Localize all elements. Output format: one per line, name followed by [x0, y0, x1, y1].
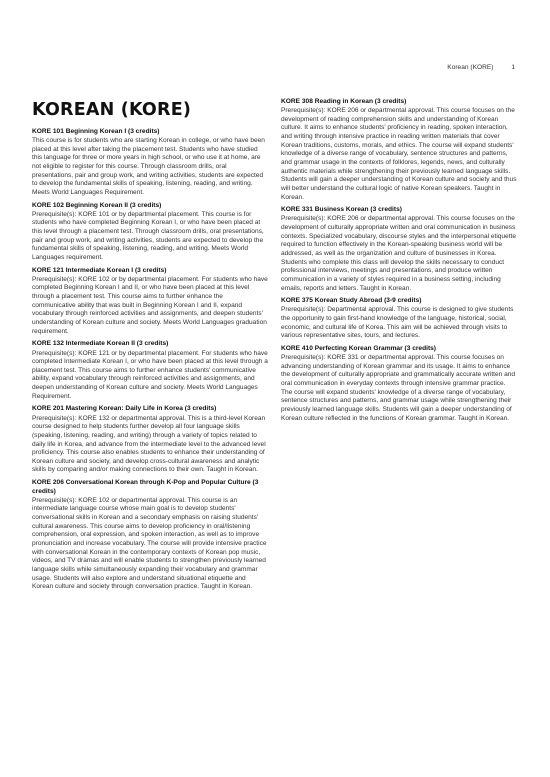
course-entry	[32, 202, 268, 263]
course-entry	[32, 267, 268, 337]
course-heading: KORE 308 Reading in Korean (3 credits)	[281, 98, 407, 105]
course-description: Prerequisite(s): KORE 132 or departmental approval. This is a third-level Korean course designed to help students further develop all four language skills (speaking, listening, reading, and writing) through a variety of topics related to daily life in Korea, and advance from the intermediate level to the advanced level proficiency. This course also enables students to enhance their understanding of Korean culture and society, and develop cross-cultural awareness and analytic skills by comparing and/or making connections to their own. Taught in Korean.	[32, 414, 266, 474]
course-heading: KORE 331 Business Korean (3 credits)	[281, 206, 402, 214]
course-description: Prerequisite(s): KORE 101 or by departmental placement. This course is for students who have completed Beginning Korean I, or who have been placed at this level through a placement test. Through classroom drills, oral presentations, pair and group work, and writing activities, students are expected to develop the fundamental skills of speaking, listening, reading, and writing. Meets World Languages requirement.	[32, 210, 264, 262]
course-heading: KORE 102 Beginning Korean II (3 credits)	[32, 201, 162, 209]
running-header	[0, 64, 515, 71]
course-description: Prerequisite(s): Departmental approval. This course is designed to give students the opportunity to gain first-hand knowledge of the language, historical, social, economic, and cultural life of Korea. This aim will be achieved through visits to various representative sites, tours, and lectures.	[281, 306, 514, 340]
running-title: Korean (KORE)	[447, 64, 494, 71]
course-heading: KORE 201 Mastering Korean: Daily Life in Korea (3 credits)	[32, 405, 217, 413]
left-column	[32, 92, 268, 596]
page-title: KOREAN (KORE)	[32, 100, 192, 120]
course-heading: KORE 132 Intermediate Korean II (3 credits)	[32, 340, 169, 348]
course-description: Prerequisite(s): KORE 206 or departmental approval. This course focuses on the development of culturally appropriate written and oral communication in business contexts. Specialized vocabulary, discourse styles and the interpersonal etiquette required to function effectively in the Korean-speaking business world will be addressed, as well as the organization and culture of businesses in Korea. Students who complete this class will develop the skills necessary to conduct professional interviews, meetings and presentations, and produce written communication in a variety of styles required in a business setting, including emails, reports and letters. Taught in Korean.	[281, 215, 516, 292]
course-heading: KORE 101 Beginning Korean I (3 credits)	[32, 128, 160, 135]
course-heading: KORE 206 Conversational Korean through K-Pop and Popular Culture (3 credits)	[32, 479, 259, 495]
course-entry	[32, 479, 268, 592]
right-column	[281, 98, 517, 427]
course-entry	[281, 297, 517, 341]
course-entry	[281, 98, 517, 202]
course-description: Prerequisite(s): KORE 331 or departmental approval. This course focuses on advancing understanding of Korean grammar and its usage. It aims to enhance the development of culturally appropriate and grammatically accurate written and oral communication in everyday contexts through intensive grammar practice. The course will expand students' knowledge of a diverse range of vocabulary, sentence structures and patterns, and grammar usage while strengthening their previously learned language skills. Students will gain a deeper understanding of Korean culture reflected in the functions of Korean grammar. Taught in Korean.	[281, 354, 515, 422]
course-description: Prerequisite(s): KORE 102 or departmental approval. This course is an intermediate language course whose main goal is to develop students' conversational skills in Korean and a secondary emphasis on raising students' cultural awareness. This course aims to develop proficiency in oral/listening comprehension, oral expression, and spoken interaction, as well as to improve pronunciation and increase vocabulary. The course will provide intensive practice with conversational Korean in the contemporary contexts of Korean pop music, videos, and TV dramas and will enable students to strengthen previously learned language skills while simultaneously expanding their vocabulary and grammar usage. Students will also explore and understand situational etiquette and Korean culture and society through conversation practice. Taught in Korean.	[32, 496, 267, 591]
page-number: 1	[511, 64, 515, 71]
course-heading: KORE 121 Intermediate Korean I (3 credits)	[32, 266, 167, 274]
course-entry	[281, 206, 517, 293]
course-description: Prerequisite(s): KORE 102 or by departmental placement. For students who have completed Beginning Korean I and II, or who have been placed at this level through a placement test. This course aims to further enhance the communicative ability that was built in Beginning Korean I and II, expand vocabulary through reinforced activities and assignments, and deepen students' understanding of Korean culture and society. Meets World Languages graduation requirement.	[32, 275, 268, 335]
course-entry	[32, 340, 268, 401]
course-entry	[32, 128, 268, 198]
course-description: Prerequisite(s): KORE 206 or departmental approval. This course focuses on the development of reading comprehension skills and understanding of Korean culture. It aims to enhance students' proficiency in reading, spoken interaction, and writing through intensive practice in reading written materials that cover Korean traditions, customs, morals, and ethics. The course will expand students' knowledge of a diverse range of vocabulary, sentence structures and patterns, and grammar usage in the contexts of folklores, legends, news, and culturally authentic materials while strengthening their previously learned language skills. Students will gain a deeper understanding of Korean culture and society and thus will better understand the cultural logic of native Korean speakers. Taught in Korean.	[281, 107, 517, 201]
course-heading: KORE 375 Korean Study Abroad (3-9 credits)	[281, 297, 422, 305]
course-description: Prerequisite(s): KORE 121 or by departmental placement. For students who have completed Intermediate Korean I, or who have been placed at this level through a placement test. This course aims to further enhance students' communicative ability, expand vocabulary through reinforced activities and assignments, and deepen understanding of Korean culture and society. Meets World Languages Requirement.	[32, 349, 268, 400]
course-description: This course is for students who are starting Korean in college, or who have been placed at this level after taking the placement test. Students who have studied this language for three or more years in high school, or who use it at home, are not eligible to register for this course. Through classroom drills, oral presentations, pair and group work, and writing activities, students are expected to develop the fundamental skills of speaking, listening, reading, and writing. Meets World Languages Requirement.	[32, 137, 265, 197]
course-heading: KORE 410 Perfecting Korean Grammar (3 credits)	[281, 345, 437, 353]
course-entry	[32, 405, 268, 475]
course-entry	[281, 345, 517, 423]
